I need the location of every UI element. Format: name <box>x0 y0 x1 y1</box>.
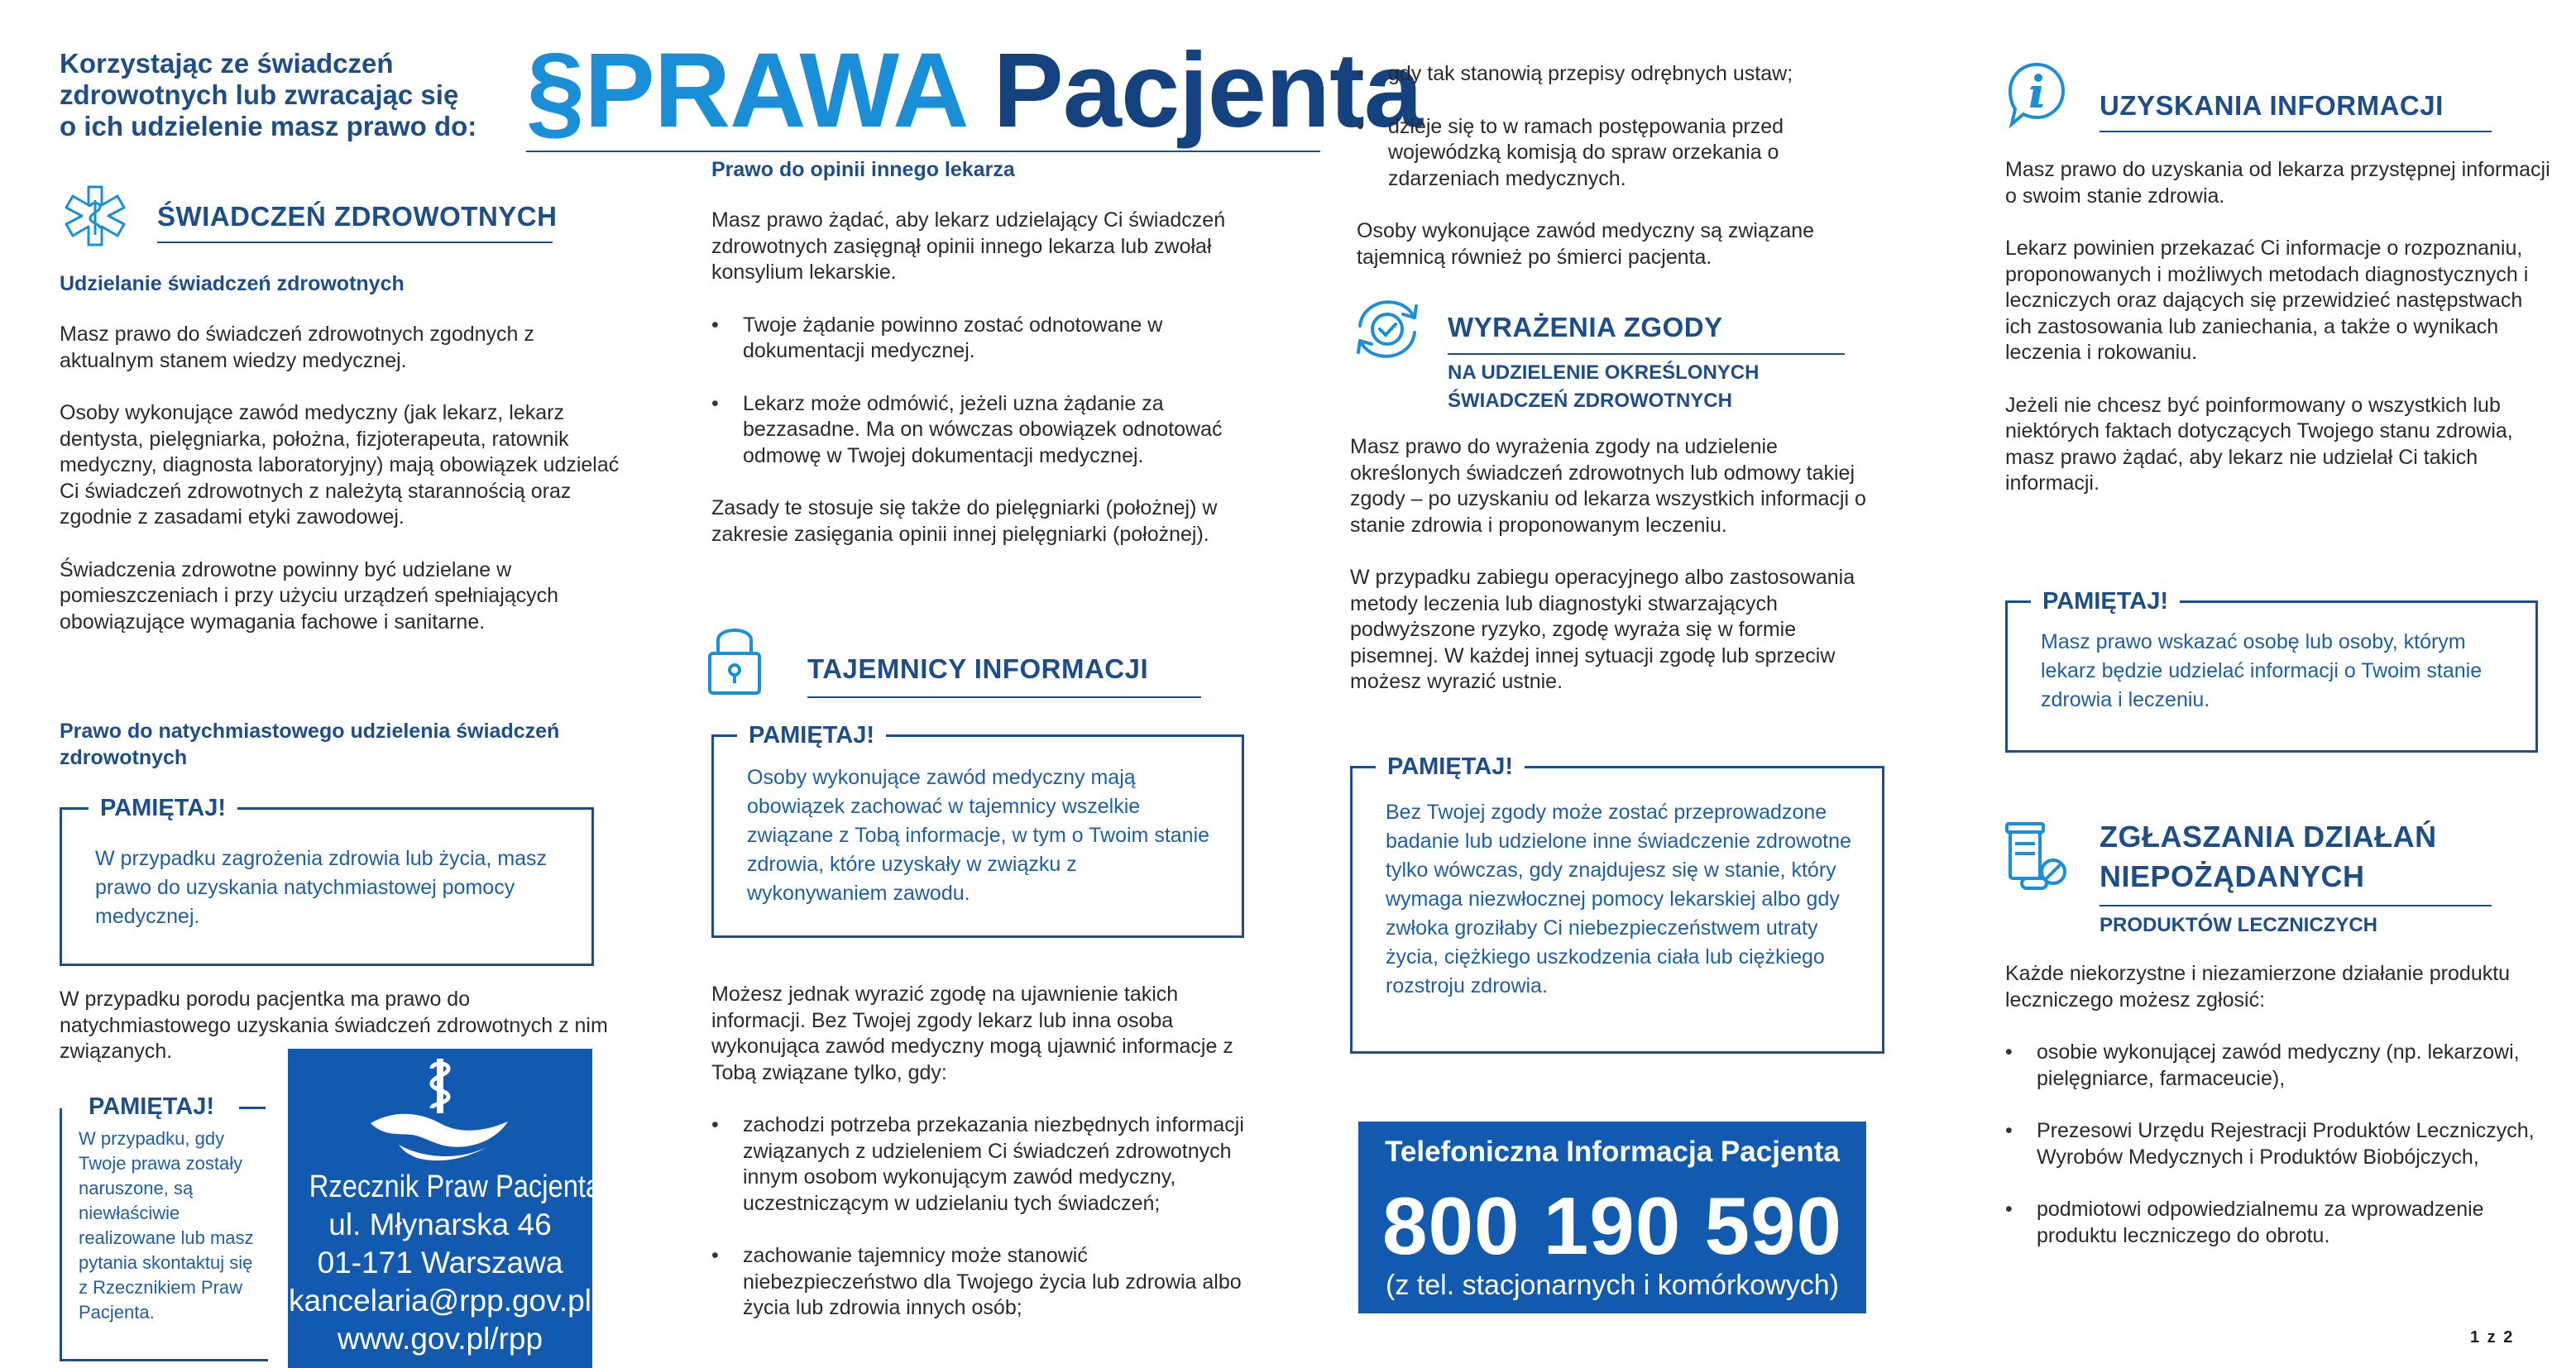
ombudsman-email: kancelaria@rpp.gov.pl <box>289 1284 591 1318</box>
col4-text-b <box>2005 961 2568 1275</box>
remember-box-2 <box>60 1093 268 1361</box>
paragraph: W przypadku porodu pacjentka ma prawo do natychmiastowego uzyskania świadczeń zdrowotnych z nim związanych. <box>60 988 608 1063</box>
col4-text-a <box>2005 157 2551 524</box>
remember-text: Masz prawo wskazać osobę lub osoby, którym lekarz będzie udzielać informacji o Twoim stanie zdrowia i leczeniu. <box>2041 630 2483 711</box>
remember-text: Osoby wykonujące zawód medyczny mają obowiązek zachować w tajemnicy wszelkie związane z Tobą informacje, w tym o Twoim stanie zdrowia, które uzyskały w związku z wykonywaniem zawodu. <box>747 766 1210 905</box>
list-item: • dzieje się to w ramach postępowania przed wojewódzką komisją do spraw orzekania o zdarzeniach medycznych. <box>1357 114 1886 193</box>
bullet-list <box>711 1112 1266 1322</box>
list-item: • podmiotowi odpowiedzialnemu za wprowadzenie produktu leczniczego do obrotu. <box>2005 1197 2568 1249</box>
remember-box-1 <box>60 795 594 966</box>
hotline-number: 800 190 590 <box>1382 1180 1842 1271</box>
col2-text-a <box>711 208 1266 574</box>
medicine-icon <box>2000 817 2071 893</box>
subhead-providing-services: Udzielanie świadczeń zdrowotnych <box>60 272 405 295</box>
paragraph: Świadczenia zdrowotne powinny być udzielane w pomieszczeniach i przy użyciu urządzeń spełniających obowiązujące wymagania fachowe i sanitarne. <box>60 557 559 634</box>
paragraph: Masz prawo do świadczeń zdrowotnych zgodnych z aktualnym stanem wiedzy medycznej. <box>60 323 534 372</box>
subhead-immediate-help: Prawo do natychmiastowego udzielenia świadczeń zdrowotnych <box>60 720 560 769</box>
remember-box-3 <box>711 722 1244 938</box>
hands-logo-icon <box>366 1054 515 1170</box>
hotline-title: Telefoniczna Informacja Pacjenta <box>1385 1136 1840 1168</box>
section-title-adverse-effects: ZGŁASZANIA DZIAŁAŃ NIEPOŻĄDANYCH <box>2100 820 2437 893</box>
col3-text-a <box>1357 61 1886 297</box>
subhead-second-opinion: Prawo do opinii innego lekarza <box>711 158 1015 181</box>
section-underline <box>807 696 1201 698</box>
list-item: • zachowanie tajemnicy może stanowić niebezpieczeństwo dla Twojego życia lub zdrowia albo życia lub zdrowia innych osób; <box>711 1243 1266 1322</box>
ombudsman-name: Rzecznik Praw Pacjenta <box>309 1169 601 1204</box>
label-dash <box>239 1107 266 1109</box>
medical-star-icon <box>61 182 129 250</box>
remember-text: Bez Twojej zgody może zostać przeprowadzone badanie lub udzielone inne świadczenie zdrowotne tylko wówczas, gdy znajdujesz się w stanie, który wymaga niezwłocznej pomocy lekarskiej albo gdy zwłoka groziłaby Ci niebezpieczeństwem utraty życia, ciężkiego uszkodzenia ciała lub ciężkiego rozstroju zdrowia. <box>1386 801 1851 997</box>
remember-label: PAMIĘTAJ! <box>84 1092 219 1122</box>
hotline-note: (z tel. stacjonarnych i komórkowych) <box>1386 1270 1839 1301</box>
paragraph: Osoby wykonujące zawód medyczny są związane tajemnicą również po śmierci pacjenta. <box>1357 219 1815 269</box>
consent-subtitle: NA UDZIELENIE OKREŚLONYCH ŚWIADCZEŃ ZDROWOTNYCH <box>1448 361 1760 412</box>
section-title-health-services: ŚWIADCZEŃ ZDROWOTNYCH <box>157 201 558 232</box>
consent-cycle-icon <box>1348 296 1426 362</box>
paragraph: Możesz jednak wyrazić zgodę na ujawnienie takich informacji. Bez Twojej zgody lekarz lub inna osoba wykonująca zawód medyczny mogą ujawnić informacje z Tobą związane tylko, gdy: <box>711 983 1233 1084</box>
col1-text <box>60 322 622 662</box>
ombudsman-street: ul. Młynarska 46 <box>328 1208 552 1241</box>
section-title-information: UZYSKANIA INFORMACJI <box>2100 90 2444 121</box>
list-item: • Prezesowi Urzędu Rejestracji Produktów Leczniczych, Wyrobów Medycznych i Produktów Biobójczych, <box>2005 1118 2568 1170</box>
remember-label: PAMIĘTAJ! <box>2031 586 2180 616</box>
paragraph: Każde niekorzystne i niezamierzone działanie produktu leczniczego możesz zgłosić: <box>2005 962 2511 1012</box>
paragraph: Masz prawo do wyrażenia zgody na udzielenie określonych świadczeń zdrowotnych lub odmowy takiej zgody – po uzyskaniu od lekarza wszystkich informacji o stanie zdrowia i proponowanym leczeniu. <box>1350 435 1866 537</box>
paragraph: Lekarz powinien przekazać Ci informacje o rozpoznaniu, proponowanych i możliwych metodach diagnostycznych i leczniczych oraz dających się przewidzieć następstwach ich zastosowania lub zaniechania, a także o wynikach leczenia i rokowaniu. <box>2005 237 2529 364</box>
page-number: 1 z 2 <box>2470 1328 2515 1346</box>
paragraph: Masz prawo żądać, aby lekarz udzielający Ci świadczeń zdrowotnych zasięgnął opinii innego lekarza lub zwołał konsylium lekarskie. <box>711 208 1226 284</box>
paragraph: Osoby wykonujące zawód medyczny (jak lekarz, lekarz dentysta, pielęgniarka, położna, fizjoterapeuta, ratownik medyczny, diagnosta laboratoryjny) mają obowiązek udzielać Ci świadczeń zdrowotnych z należytą starannością oraz zgodnie z zasadami etyki zawodowej. <box>60 401 620 529</box>
list-item: • Twoje żądanie powinno zostać odnotowane w dokumentacji medycznej. <box>711 313 1266 365</box>
ombudsman-website: www.gov.pl/rpp <box>337 1322 543 1356</box>
remember-text: W przypadku zagrożenia zdrowia lub życia, masz prawo do uzyskania natychmiastowej pomocy medycznej. <box>95 847 548 928</box>
bullet-list <box>1357 61 1886 192</box>
section-underline <box>2100 131 2492 132</box>
section-title-consent: WYRAŻENIA ZGODY <box>1448 312 1723 342</box>
remember-label: PAMIĘTAJ! <box>1376 752 1525 782</box>
page-title: §PRAWA Pacjenta <box>526 31 1422 150</box>
bullet-list <box>2005 1040 2568 1249</box>
section-underline <box>2100 905 2492 906</box>
intro-text: Korzystając ze świadczeń zdrowotnych lub zwracając się o ich udzielenie masz prawo do: <box>60 48 477 141</box>
remember-label: PAMIĘTAJ! <box>89 793 237 823</box>
remember-text: W przypadku, gdy Twoje prawa zostały naruszone, są niewłaściwie realizowane lub masz pytania skontaktuj się z Rzecznikiem Praw Pacjenta. <box>79 1128 254 1323</box>
ombudsman-city: 01-171 Warszawa <box>317 1246 563 1280</box>
section-title-confidentiality: TAJEMNICY INFORMACJI <box>807 653 1149 684</box>
paragraph: W przypadku zabiegu operacyjnego albo zastosowania metody leczenia lub diagnostyki stwarzających podwyższone ryzyko, zgodę wyraża się w formie pisemnej. W każdej innej sytuacji zgodę lub sprzeciw możesz wyrazić ustnie. <box>1350 566 1855 693</box>
list-item: • osobie wykonującej zawód medyczny (np. lekarzowi, pielęgniarce, farmaceucie), <box>2005 1040 2568 1092</box>
list-item: • Lekarz może odmówić, jeżeli uzna żądanie za bezzasadne. Ma on wówczas obowiązek odnotować odmowę w Twojej dokumentacji medycznej. <box>711 391 1266 470</box>
section-underline <box>157 242 553 243</box>
patient-hotline-box <box>1358 1122 1866 1313</box>
remember-box-4 <box>1350 753 1884 1054</box>
list-item: • zachodzi potrzeba przekazania niezbędnych informacji związanych z udzieleniem Ci świadczeń zdrowotnych innym osobom wykonującym zawód medyczny, uczestniczącym w udzielaniu tych świadczeń; <box>711 1112 1266 1217</box>
adverse-effects-subtitle: PRODUKTÓW LECZNICZYCH <box>2100 914 2377 936</box>
padlock-icon <box>705 620 764 700</box>
paragraph: Zasady te stosuje się także do pielęgniarki (położnej) w zakresie zasięgania opinii innej pielęgniarki (położnej). <box>711 496 1218 546</box>
info-icon <box>2005 60 2068 129</box>
patient-ombudsman-box <box>288 1049 601 1368</box>
section-underline <box>1448 353 1845 355</box>
remember-label: PAMIĘTAJ! <box>737 720 886 750</box>
list-item: • gdy tak stanowią przepisy odrębnych ustaw; <box>1357 61 1886 88</box>
bullet-list <box>711 313 1266 470</box>
paragraph: Masz prawo do uzyskania od lekarza przystępnej informacji o swoim stanie zdrowia. <box>2005 158 2550 208</box>
col2-text-b <box>711 982 1266 1348</box>
paragraph: Jeżeli nie chcesz być poinformowany o wszystkich lub niektórych faktach dotyczących Twojego stanu zdrowia, masz prawo żądać, aby lekarz nie udzielał Ci takich informacji. <box>2005 393 2513 495</box>
col3-text-b <box>1350 434 1888 722</box>
remember-box-5 <box>2005 588 2538 753</box>
